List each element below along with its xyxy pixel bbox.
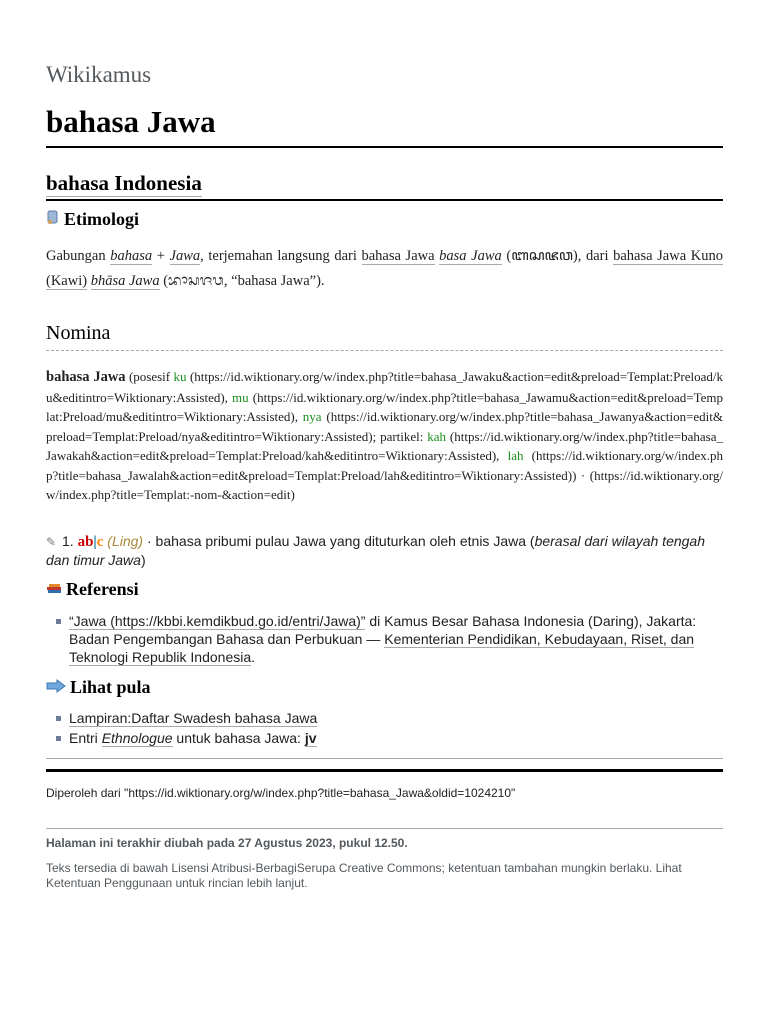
- link-kbbi-jawa[interactable]: “Jawa (https://kbbi.kemdikbud.go.id/entri/Jawa)”: [69, 613, 366, 629]
- title-divider: [46, 146, 723, 148]
- link-bahasa-jawa-kuno[interactable]: bahasa Jawa Kuno (Kawi): [46, 248, 723, 289]
- lihat-pula-heading-text: Lihat pula: [70, 677, 151, 697]
- link-bahasa-jawa[interactable]: bahasa Jawa: [361, 248, 435, 264]
- link-kementerian[interactable]: Kementerian Pendidikan, Kebudayaan, Riset, dan Teknologi Republik Indonesia: [69, 631, 695, 665]
- link-jawa[interactable]: Jawa: [169, 248, 201, 264]
- footer-thin-divider: [46, 828, 723, 829]
- entri-text: untuk bahasa Jawa:: [172, 730, 305, 746]
- list-item: [69, 709, 723, 727]
- footer-divider: [46, 769, 723, 772]
- link-bahasa[interactable]: bahasa: [110, 248, 153, 264]
- sense-1: [46, 532, 723, 569]
- url-kah[interactable]: (https://id.wiktionary.org/w/index.php?title=bahasa_Jawakah&action=edit&preload=Templat:Preload/kah&editintro=Wiktionary:Assisted),: [46, 428, 723, 463]
- list-item: [69, 612, 723, 666]
- retrieved-from: [46, 786, 515, 800]
- retrieved-url[interactable]: https://id.wiktionary.org/w/index.php?title=bahasa_Jawa&oldid=1024210: [128, 786, 512, 800]
- etimologi-text: [46, 244, 723, 294]
- url-lah[interactable]: (https://id.wiktionary.org/w/index.php?title=bahasa_Jawalah&action=edit&preload=Templat:Preload/lah&editintro=Wiktionary:Assisted)) · (https://id.wiktionary.org/w/index.php?title=Templat:-nom-&action=edit): [46, 448, 723, 502]
- kawi-script: ᬪᬵᬲᬚᬯ: [168, 273, 224, 289]
- javanese-script: ꦧꦱꦗꦮ: [511, 248, 573, 264]
- ref-end: .: [251, 649, 256, 665]
- sense-close: ): [140, 552, 146, 568]
- link-ku[interactable]: ku: [173, 369, 187, 384]
- ref-text: di Kamus Besar Bahasa Indonesia (Daring), Jakarta: Badan Pengembangan Bahasa dan Perbukuan —: [69, 613, 697, 647]
- link-basa-jawa[interactable]: basa Jawa: [439, 248, 502, 264]
- posesif-label: (posesif: [125, 369, 174, 384]
- page-title: bahasa Jawa: [46, 104, 216, 139]
- etim-text-5: (: [501, 248, 512, 264]
- abc-a: ab: [77, 534, 94, 550]
- books-icon: [46, 579, 62, 600]
- entri-label: Entri: [69, 730, 102, 746]
- nomina-heading: Nomina: [46, 322, 111, 344]
- language-heading: bahasa Indonesia: [46, 171, 202, 195]
- referensi-heading: [46, 579, 139, 600]
- license-text: Teks tersedia di bawah Lisensi Atribusi-BerbagiSerupa Creative Commons; ketentuan tambahan mungkin berlaku. Lihat Ketentuan Penggunaan untuk rincian lebih lanjut.: [46, 861, 682, 890]
- retrieved-prefix: Diperoleh dari ": [46, 786, 129, 800]
- site-name[interactable]: Wikikamus: [46, 62, 152, 87]
- nomina-divider: [46, 350, 723, 351]
- etim-text-8: (: [159, 273, 169, 289]
- url-ku[interactable]: (https://id.wiktionary.org/w/index.php?title=bahasa_Jawaku&action=edit&preload=Templat:Preload/ku&editintro=Wiktionary:Assisted),: [46, 369, 723, 405]
- abc-sep: |: [93, 534, 97, 550]
- lihat-pula-heading: [46, 677, 151, 698]
- link-ethnologue[interactable]: Ethnologue: [101, 730, 173, 746]
- pencil-icon[interactable]: ✎: [46, 535, 57, 549]
- sense-dot: ·: [143, 533, 156, 549]
- list-item: [69, 729, 723, 747]
- abc-label[interactable]: [78, 534, 104, 550]
- etimologi-heading: [46, 209, 139, 230]
- sense-number: 1.: [62, 533, 74, 549]
- link-nya[interactable]: nya: [302, 409, 322, 424]
- ling-label[interactable]: (Ling): [107, 533, 144, 549]
- etim-text-1: Gabungan: [46, 248, 111, 264]
- scroll-icon: [46, 209, 60, 230]
- etim-text-6: ), dari: [572, 248, 614, 264]
- url-mu[interactable]: (https://id.wiktionary.org/w/index.php?title=bahasa_Jawamu&action=edit&preload=Templat:Preload/mu&editintro=Wiktionary:Assisted),: [46, 389, 723, 424]
- link-bhasa-jawa[interactable]: bhāsa Jawa: [90, 273, 160, 289]
- etim-text-3: , terjemahan langsung dari: [200, 248, 362, 264]
- url-nya[interactable]: (https://id.wiktionary.org/w/index.php?title=bahasa_Jawanya&action=edit&preload=Templat:Preload/nya&editintro=Wiktionary:Assisted); partikel:: [46, 409, 724, 444]
- link-kah[interactable]: kah: [427, 428, 447, 444]
- abc-c: c: [96, 534, 104, 550]
- language-divider: [46, 199, 723, 201]
- headword-line: [46, 367, 723, 505]
- etimologi-heading-text: Etimologi: [64, 209, 139, 229]
- link-swadesh[interactable]: Lampiran:Daftar Swadesh bahasa Jawa: [69, 710, 318, 726]
- retrieved-suffix: ": [511, 786, 516, 800]
- headword: bahasa Jawa: [46, 369, 126, 385]
- last-modified: Halaman ini terakhir diubah pada 27 Agustus 2023, pukul 12.50.: [46, 836, 408, 850]
- arrow-right-icon: [46, 677, 66, 698]
- etim-text-9: , “bahasa Jawa”).: [223, 273, 325, 289]
- link-mu[interactable]: mu: [232, 389, 249, 405]
- referensi-heading-text: Referensi: [66, 579, 139, 599]
- etim-text-2: +: [152, 248, 170, 264]
- referensi-list: [46, 612, 723, 668]
- sense-text: bahasa pribumi pulau Jawa yang dituturkan oleh etnis Jawa (: [155, 533, 535, 549]
- sense-note: berasal dari wilayah tengah dan timur Jawa: [46, 533, 706, 568]
- content-end-divider: [46, 758, 723, 759]
- lihat-pula-list: [46, 709, 723, 749]
- link-jv[interactable]: jv: [304, 730, 317, 746]
- link-lah[interactable]: lah: [507, 448, 524, 463]
